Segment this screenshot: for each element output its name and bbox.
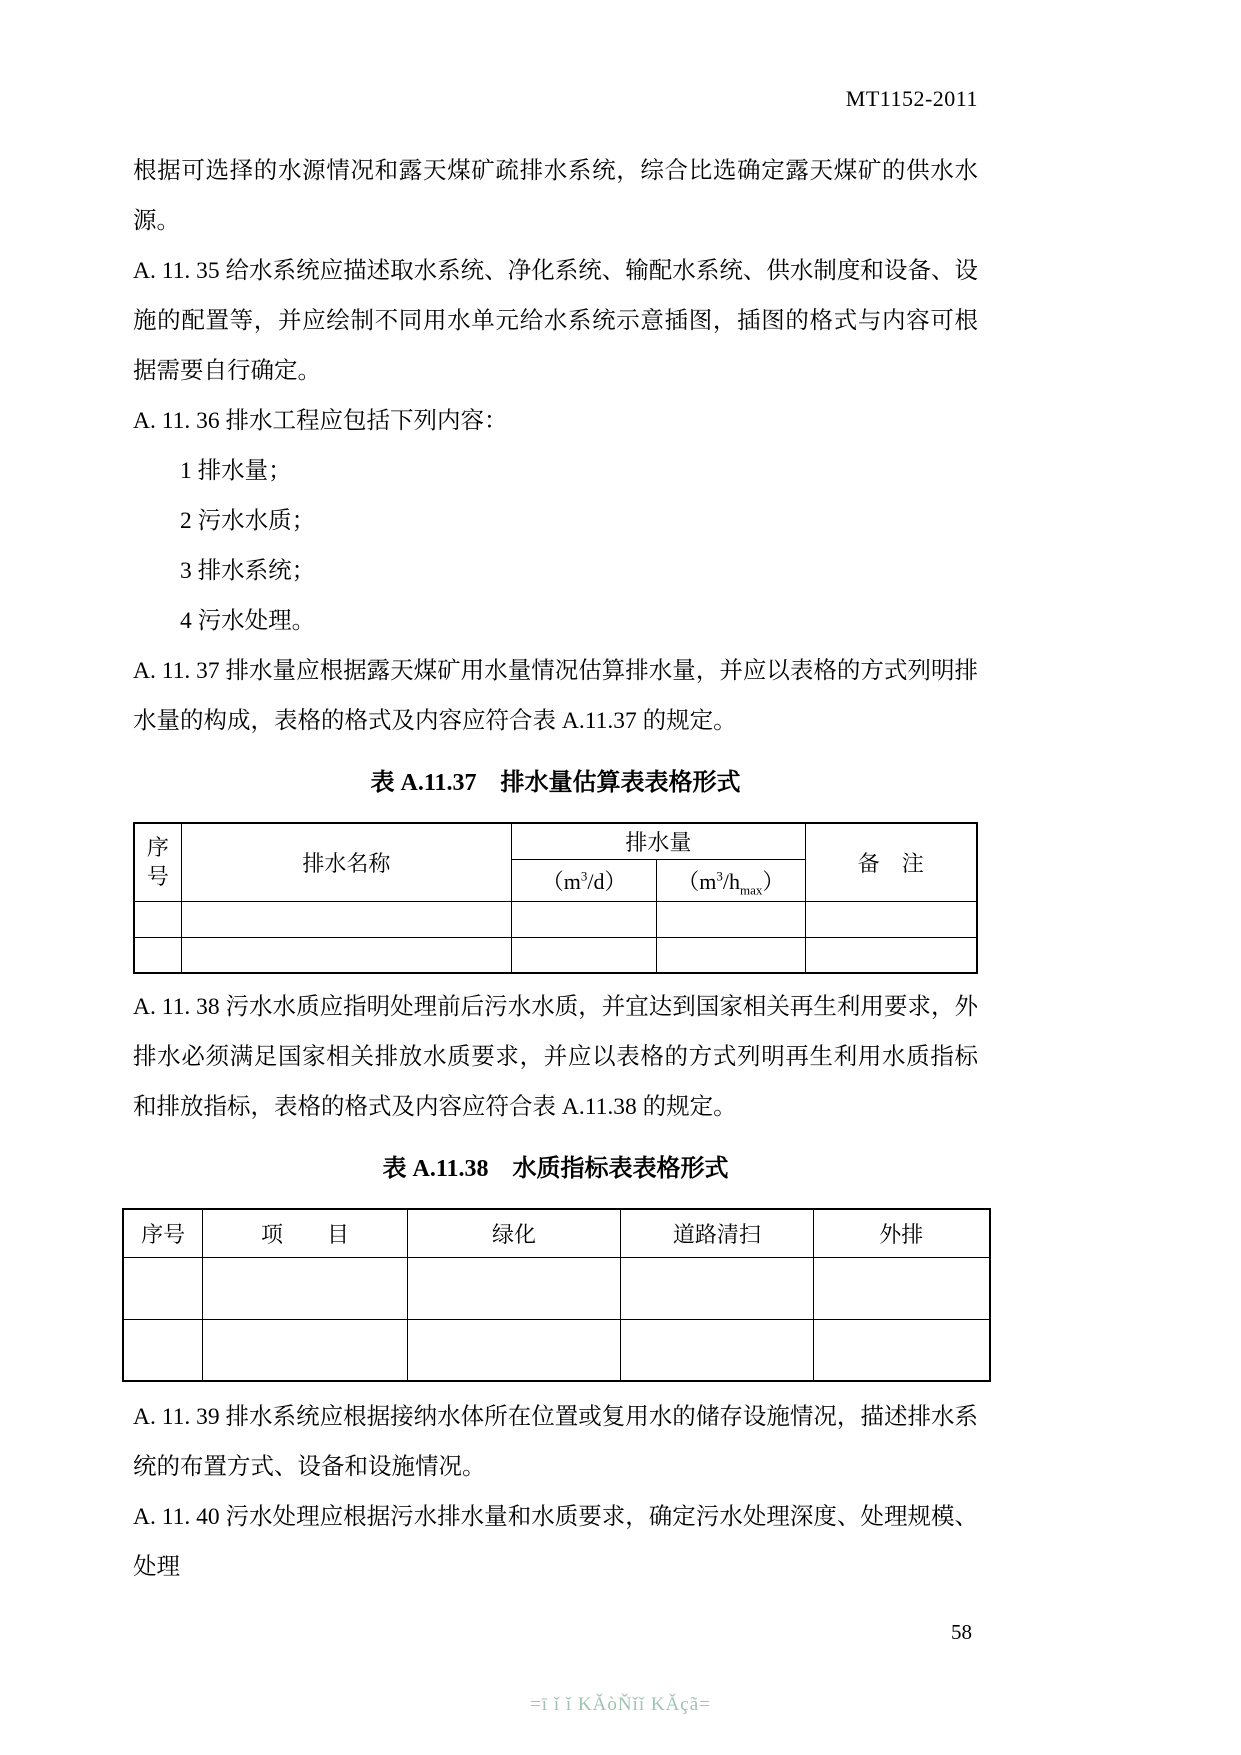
table2-empty-row xyxy=(123,1319,990,1381)
paragraph-a11-39: A. 11. 39 排水系统应根据接纳水体所在位置或复用水的储存设施情况，描述排水系统的布置方式、设备和设施情况。 xyxy=(133,1404,978,1480)
empty-cell xyxy=(407,1257,620,1319)
empty-cell xyxy=(181,937,511,973)
paragraph-a11-35: A. 11. 35 给水系统应描述取水系统、净化系统、输配水系统、供水制度和设备、设施的配置等，并应绘制不同用水单元给水系统示意插图，插图的格式与内容可根据需要自行确定。 xyxy=(133,258,978,384)
table2-header-road: 道路清扫 xyxy=(621,1209,813,1257)
table1-header-note: 备 注 xyxy=(805,823,977,901)
empty-cell xyxy=(805,901,977,937)
empty-cell xyxy=(657,901,805,937)
empty-cell xyxy=(813,1319,990,1381)
table1-header-amount: 排水量 xyxy=(512,823,805,859)
table2-title: 表 A.11.38 水质指标表表格形式 xyxy=(382,1156,729,1182)
paragraph-a11-37: A. 11. 37 排水量应根据露天煤矿用水量情况估算排水量，并应以表格的方式列明排水量的构成，表格的格式及内容应符合表 A.11.37 的规定。 xyxy=(133,658,978,734)
table1-header-name: 排水名称 xyxy=(181,823,511,901)
water-quality-table xyxy=(122,1208,991,1382)
table2-header-seq: 序号 xyxy=(123,1209,203,1257)
empty-cell xyxy=(123,1257,203,1319)
unit-rest: /d） xyxy=(587,868,627,894)
empty-cell xyxy=(134,937,181,973)
empty-cell xyxy=(134,901,181,937)
empty-cell xyxy=(203,1257,408,1319)
unit-subscript: max xyxy=(739,881,763,897)
watermark-text: =ī ǐ ǐ KǍòŇǐǐ KǍçã= xyxy=(530,1694,711,1715)
empty-cell xyxy=(805,937,977,973)
table1-header-row xyxy=(134,823,977,859)
page-number: 58 xyxy=(951,1620,972,1644)
table1-header-seq: 序号 xyxy=(134,823,181,901)
paragraph-a11-36: A. 11. 36 排水工程应包括下列内容： xyxy=(133,408,508,434)
empty-cell xyxy=(203,1319,408,1381)
list-item-2: 2 污水水质； xyxy=(180,508,316,534)
document-content xyxy=(133,146,978,1592)
doc-code: MT1152-2011 xyxy=(845,86,978,111)
unit-superscript: 3 xyxy=(580,868,588,884)
paragraph-a11-40: A. 11. 40 污水处理应根据污水排水量和水质要求，确定污水处理深度、处理规模、处理 xyxy=(133,1504,978,1580)
table1-title: 表 A.11.37 排水量估算表表格形式 xyxy=(370,770,741,796)
unit-open: （m xyxy=(541,868,581,894)
table1-empty-row xyxy=(134,901,977,937)
unit-close: ） xyxy=(762,868,785,894)
table1-header-unit-m3d xyxy=(512,859,657,901)
empty-cell xyxy=(621,1257,813,1319)
drainage-estimate-table xyxy=(133,822,978,974)
empty-cell xyxy=(512,901,657,937)
empty-cell xyxy=(657,937,805,973)
table2-header-green: 绿化 xyxy=(407,1209,620,1257)
table1-empty-row xyxy=(134,937,977,973)
empty-cell xyxy=(512,937,657,973)
list-item-4: 4 污水处理。 xyxy=(180,608,316,634)
table2-header-row xyxy=(123,1209,990,1257)
list-item-1: 1 排水量； xyxy=(180,458,292,484)
paragraph-intro: 根据可选择的水源情况和露天煤矿疏排水系统，综合比选确定露天煤矿的供水水源。 xyxy=(133,158,978,234)
table2-empty-row xyxy=(123,1257,990,1319)
empty-cell xyxy=(813,1257,990,1319)
table2-header-discharge: 外排 xyxy=(813,1209,990,1257)
paragraph-a11-38: A. 11. 38 污水水质应指明处理前后污水水质，并宜达到国家相关再生利用要求，外排水必须满足国家相关排放水质要求，并应以表格的方式列明再生利用水质指标和排放指标，表格的格式及内容应符合表 A.11.38 的规定。 xyxy=(133,994,978,1120)
unit-open: （m xyxy=(677,868,717,894)
empty-cell xyxy=(407,1319,620,1381)
empty-cell xyxy=(621,1319,813,1381)
unit-superscript: 3 xyxy=(716,868,723,884)
table2-header-item: 项 目 xyxy=(203,1209,408,1257)
list-item-3: 3 排水系统； xyxy=(180,558,316,584)
empty-cell xyxy=(181,901,511,937)
empty-cell xyxy=(123,1319,203,1381)
unit-mid: /h xyxy=(722,868,740,894)
table1-header-unit-m3hmax xyxy=(657,859,805,901)
